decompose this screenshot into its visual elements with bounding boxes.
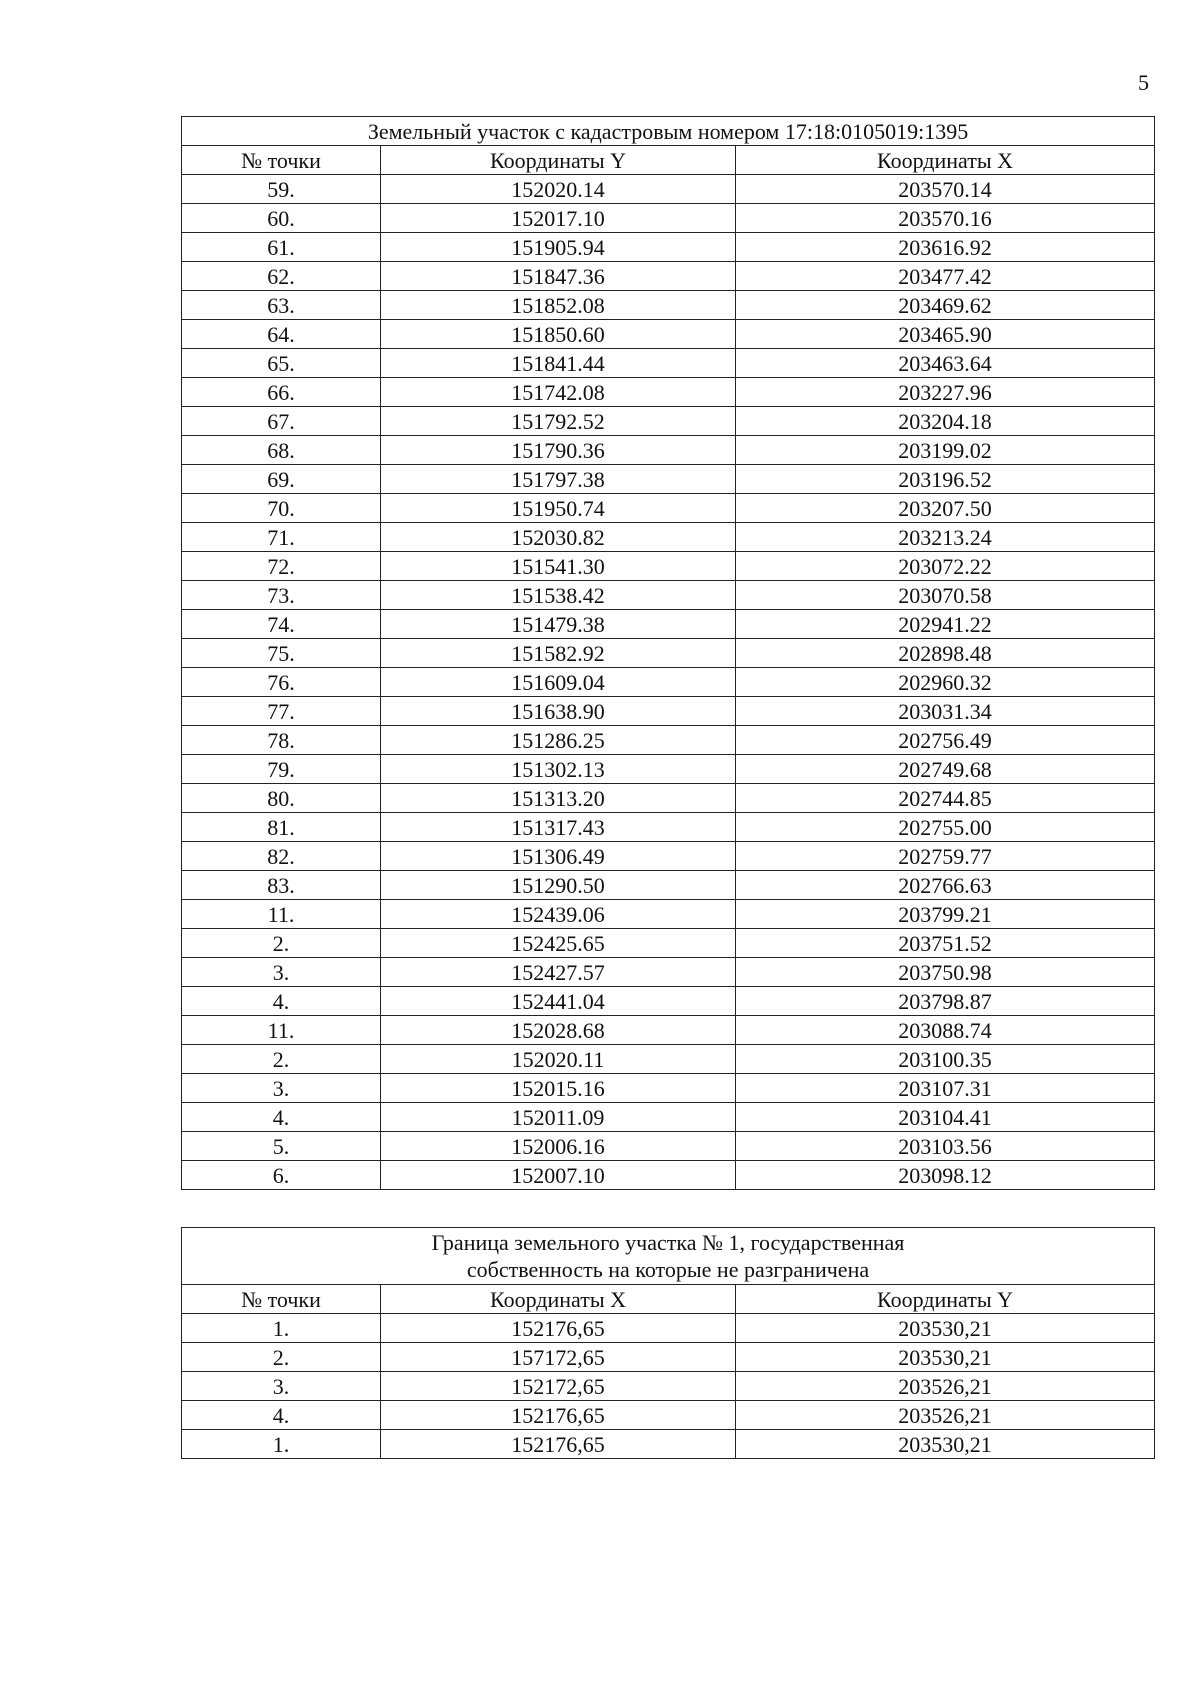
coord-1-cell: 152015.16 (381, 1074, 736, 1103)
coord-1-cell: 151479.38 (381, 610, 736, 639)
coord-1-cell: 151306.49 (381, 842, 736, 871)
column-header-point: № точки (182, 1285, 381, 1314)
point-number-cell: 61. (182, 233, 381, 262)
table-row (182, 523, 1155, 552)
coord-1-cell: 152439.06 (381, 900, 736, 929)
table-row (182, 204, 1155, 233)
coord-2-cell: 203031.34 (736, 697, 1155, 726)
table-row (182, 668, 1155, 697)
coord-2-cell: 203750.98 (736, 958, 1155, 987)
point-number-cell: 59. (182, 175, 381, 204)
coord-1-cell: 151313.20 (381, 784, 736, 813)
coord-1-cell: 151850.60 (381, 320, 736, 349)
table-row (182, 1103, 1155, 1132)
coord-2-cell: 203530,21 (736, 1343, 1155, 1372)
coord-1-cell: 152020.14 (381, 175, 736, 204)
table-row (182, 262, 1155, 291)
coord-2-cell: 202960.32 (736, 668, 1155, 697)
coord-1-cell: 152176,65 (381, 1430, 736, 1459)
table-row (182, 871, 1155, 900)
coord-2-cell: 202941.22 (736, 610, 1155, 639)
point-number-cell: 11. (182, 1016, 381, 1045)
coord-2-cell: 203098.12 (736, 1161, 1155, 1190)
table-row (182, 233, 1155, 262)
coord-1-cell: 152176,65 (381, 1314, 736, 1343)
table-row (182, 1074, 1155, 1103)
point-number-cell: 72. (182, 552, 381, 581)
coord-1-cell: 152441.04 (381, 987, 736, 1016)
point-number-cell: 83. (182, 871, 381, 900)
coord-2-cell: 203616.92 (736, 233, 1155, 262)
table-row (182, 407, 1155, 436)
point-number-cell: 6. (182, 1161, 381, 1190)
table-body (182, 175, 1155, 1190)
table-title: Земельный участок с кадастровым номером 17:18:0105019:1395 (182, 117, 1155, 146)
table-row (182, 1045, 1155, 1074)
coord-1-cell: 151290.50 (381, 871, 736, 900)
coord-1-cell: 151792.52 (381, 407, 736, 436)
coord-1-cell: 152007.10 (381, 1161, 736, 1190)
point-number-cell: 74. (182, 610, 381, 639)
table-row (182, 929, 1155, 958)
coord-1-cell: 151797.38 (381, 465, 736, 494)
column-header-point: № точки (182, 146, 381, 175)
coord-2-cell: 203072.22 (736, 552, 1155, 581)
point-number-cell: 3. (182, 958, 381, 987)
coord-1-cell: 152011.09 (381, 1103, 736, 1132)
table-row (182, 639, 1155, 668)
table-row (182, 320, 1155, 349)
coord-2-cell: 203213.24 (736, 523, 1155, 552)
point-number-cell: 70. (182, 494, 381, 523)
table-row (182, 958, 1155, 987)
coord-2-cell: 203799.21 (736, 900, 1155, 929)
table-row (182, 1016, 1155, 1045)
table-row (182, 697, 1155, 726)
table-row (182, 1314, 1155, 1343)
coord-1-cell: 151742.08 (381, 378, 736, 407)
point-number-cell: 82. (182, 842, 381, 871)
coord-2-cell: 203798.87 (736, 987, 1155, 1016)
coord-2-cell: 203196.52 (736, 465, 1155, 494)
table-row (182, 581, 1155, 610)
coord-1-cell: 152425.65 (381, 929, 736, 958)
coord-2-cell: 203465.90 (736, 320, 1155, 349)
point-number-cell: 66. (182, 378, 381, 407)
point-number-cell: 79. (182, 755, 381, 784)
coord-1-cell: 152427.57 (381, 958, 736, 987)
coord-2-cell: 203088.74 (736, 1016, 1155, 1045)
column-header-coord-y: Координаты Y (736, 1285, 1155, 1314)
coord-1-cell: 152020.11 (381, 1045, 736, 1074)
table-row (182, 465, 1155, 494)
coord-2-cell: 203463.64 (736, 349, 1155, 378)
coord-2-cell: 203526,21 (736, 1401, 1155, 1430)
point-number-cell: 4. (182, 1401, 381, 1430)
coord-1-cell: 151841.44 (381, 349, 736, 378)
table-row (182, 1401, 1155, 1430)
coord-2-cell: 203207.50 (736, 494, 1155, 523)
point-number-cell: 63. (182, 291, 381, 320)
table-row (182, 436, 1155, 465)
point-number-cell: 78. (182, 726, 381, 755)
table-row (182, 842, 1155, 871)
cadastral-coordinates-table (181, 116, 1155, 1190)
table-title-line-1: Граница земельного участка № 1, государственная (431, 1230, 905, 1255)
table-row (182, 755, 1155, 784)
table-row (182, 552, 1155, 581)
table-body (182, 1314, 1155, 1459)
point-number-cell: 3. (182, 1372, 381, 1401)
coord-2-cell: 203100.35 (736, 1045, 1155, 1074)
point-number-cell: 5. (182, 1132, 381, 1161)
table-row (182, 291, 1155, 320)
coord-1-cell: 151582.92 (381, 639, 736, 668)
coord-2-cell: 202898.48 (736, 639, 1155, 668)
land-plot-boundary-table (181, 1227, 1155, 1459)
coord-2-cell: 203751.52 (736, 929, 1155, 958)
point-number-cell: 73. (182, 581, 381, 610)
table-row (182, 378, 1155, 407)
point-number-cell: 65. (182, 349, 381, 378)
point-number-cell: 3. (182, 1074, 381, 1103)
point-number-cell: 1. (182, 1430, 381, 1459)
table-row (182, 726, 1155, 755)
coord-1-cell: 151317.43 (381, 813, 736, 842)
coord-1-cell: 157172,65 (381, 1343, 736, 1372)
coord-2-cell: 203570.14 (736, 175, 1155, 204)
point-number-cell: 2. (182, 929, 381, 958)
coord-1-cell: 151609.04 (381, 668, 736, 697)
point-number-cell: 64. (182, 320, 381, 349)
coord-2-cell: 202759.77 (736, 842, 1155, 871)
table-row (182, 610, 1155, 639)
coord-1-cell: 152172,65 (381, 1372, 736, 1401)
table-row (182, 813, 1155, 842)
coord-1-cell: 151847.36 (381, 262, 736, 291)
point-number-cell: 1. (182, 1314, 381, 1343)
table-row (182, 349, 1155, 378)
point-number-cell: 77. (182, 697, 381, 726)
column-header-coord-y: Координаты Y (381, 146, 736, 175)
coord-2-cell: 203103.56 (736, 1132, 1155, 1161)
table-row (182, 1430, 1155, 1459)
page-number: 5 (1138, 70, 1149, 95)
coord-2-cell: 203526,21 (736, 1372, 1155, 1401)
coord-2-cell: 202749.68 (736, 755, 1155, 784)
coord-2-cell: 203204.18 (736, 407, 1155, 436)
table-row (182, 987, 1155, 1016)
coord-2-cell: 202744.85 (736, 784, 1155, 813)
coord-1-cell: 152006.16 (381, 1132, 736, 1161)
coord-2-cell: 203104.41 (736, 1103, 1155, 1132)
coord-2-cell: 203469.62 (736, 291, 1155, 320)
point-number-cell: 69. (182, 465, 381, 494)
coord-2-cell: 203070.58 (736, 581, 1155, 610)
table-title (182, 1228, 1155, 1285)
coord-1-cell: 151538.42 (381, 581, 736, 610)
coord-1-cell: 152028.68 (381, 1016, 736, 1045)
point-number-cell: 80. (182, 784, 381, 813)
table-row (182, 1372, 1155, 1401)
coord-1-cell: 151541.30 (381, 552, 736, 581)
coord-1-cell: 151950.74 (381, 494, 736, 523)
coord-1-cell: 151905.94 (381, 233, 736, 262)
coord-2-cell: 203107.31 (736, 1074, 1155, 1103)
coord-2-cell: 203477.42 (736, 262, 1155, 291)
point-number-cell: 2. (182, 1045, 381, 1074)
table-title-line-2: собственность на которые не разграничена (466, 1257, 870, 1282)
point-number-cell: 62. (182, 262, 381, 291)
table-row (182, 900, 1155, 929)
table-row (182, 175, 1155, 204)
table-row (182, 1343, 1155, 1372)
coord-2-cell: 202766.63 (736, 871, 1155, 900)
coord-2-cell: 202755.00 (736, 813, 1155, 842)
table-row (182, 1132, 1155, 1161)
coord-2-cell: 203570.16 (736, 204, 1155, 233)
point-number-cell: 76. (182, 668, 381, 697)
coord-2-cell: 203227.96 (736, 378, 1155, 407)
point-number-cell: 4. (182, 1103, 381, 1132)
coord-1-cell: 151302.13 (381, 755, 736, 784)
coord-1-cell: 151852.08 (381, 291, 736, 320)
point-number-cell: 81. (182, 813, 381, 842)
point-number-cell: 60. (182, 204, 381, 233)
coord-2-cell: 202756.49 (736, 726, 1155, 755)
coord-2-cell: 203530,21 (736, 1430, 1155, 1459)
coord-2-cell: 203199.02 (736, 436, 1155, 465)
point-number-cell: 68. (182, 436, 381, 465)
coord-1-cell: 152017.10 (381, 204, 736, 233)
point-number-cell: 71. (182, 523, 381, 552)
table-row (182, 784, 1155, 813)
table-row (182, 494, 1155, 523)
column-header-coord-x: Координаты X (381, 1285, 736, 1314)
point-number-cell: 67. (182, 407, 381, 436)
column-header-coord-x: Координаты X (736, 146, 1155, 175)
coord-1-cell: 151790.36 (381, 436, 736, 465)
coord-1-cell: 151286.25 (381, 726, 736, 755)
coord-1-cell: 151638.90 (381, 697, 736, 726)
table-row (182, 1161, 1155, 1190)
coord-1-cell: 152030.82 (381, 523, 736, 552)
point-number-cell: 11. (182, 900, 381, 929)
point-number-cell: 75. (182, 639, 381, 668)
coord-2-cell: 203530,21 (736, 1314, 1155, 1343)
point-number-cell: 4. (182, 987, 381, 1016)
point-number-cell: 2. (182, 1343, 381, 1372)
coord-1-cell: 152176,65 (381, 1401, 736, 1430)
